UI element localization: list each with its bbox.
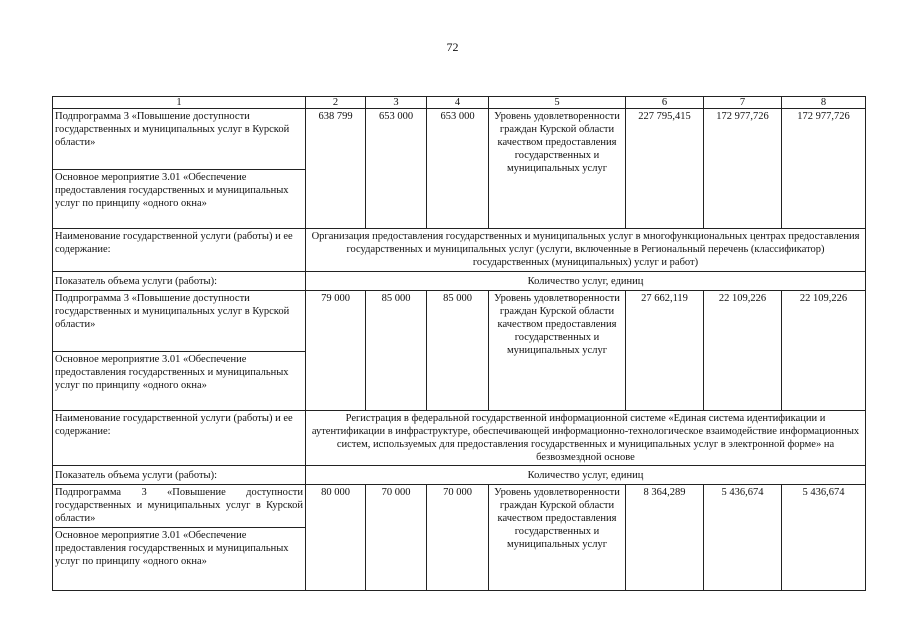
header-cell: 4 bbox=[427, 97, 489, 109]
value-col3: 85 000 bbox=[366, 291, 427, 411]
subprogram-cell: Подпрограмма 3 «Повышение доступности государственных и муниципальных услуг в Курской области» bbox=[53, 109, 306, 170]
table-header-row bbox=[53, 97, 866, 109]
indicator-cell: Уровень удовлетворенности граждан Курской области качеством предоставления государственных и муниципальных услуг bbox=[489, 109, 626, 229]
header-cell: 6 bbox=[626, 97, 704, 109]
value-col7: 5 436,674 bbox=[704, 485, 782, 591]
value-col3: 653 000 bbox=[366, 109, 427, 229]
value-col8: 5 436,674 bbox=[782, 485, 866, 591]
volume-label-cell: Показатель объема услуги (работы): bbox=[53, 466, 306, 485]
subprogram-cell: Подпрограмма 3 «Повышение доступности государственных и муниципальных услуг в Курской области» bbox=[53, 485, 306, 528]
value-col7: 22 109,226 bbox=[704, 291, 782, 411]
table-row bbox=[53, 109, 866, 170]
state-task-table bbox=[52, 96, 866, 591]
table-row bbox=[53, 485, 866, 528]
header-cell: 7 bbox=[704, 97, 782, 109]
volume-value-cell: Количество услуг, единиц bbox=[306, 466, 866, 485]
value-col2: 638 799 bbox=[306, 109, 366, 229]
value-col6: 8 364,289 bbox=[626, 485, 704, 591]
value-col8: 22 109,226 bbox=[782, 291, 866, 411]
value-col6: 227 795,415 bbox=[626, 109, 704, 229]
header-cell: 5 bbox=[489, 97, 626, 109]
subprogram-cell: Подпрограмма 3 «Повышение доступности государственных и муниципальных услуг в Курской области» bbox=[53, 291, 306, 352]
value-col2: 80 000 bbox=[306, 485, 366, 591]
activity-cell: Основное мероприятие 3.01 «Обеспечение предоставления государственных и муниципальных услуг по принципу «одного окна» bbox=[53, 170, 306, 229]
table-row bbox=[53, 272, 866, 291]
header-cell: 1 bbox=[53, 97, 306, 109]
volume-label-cell: Показатель объема услуги (работы): bbox=[53, 272, 306, 291]
indicator-cell: Уровень удовлетворенности граждан Курской области качеством предоставления государственных и муниципальных услуг bbox=[489, 485, 626, 591]
activity-cell: Основное мероприятие 3.01 «Обеспечение предоставления государственных и муниципальных услуг по принципу «одного окна» bbox=[53, 352, 306, 411]
header-cell: 3 bbox=[366, 97, 427, 109]
page-number: 72 bbox=[446, 40, 459, 54]
table-row bbox=[53, 466, 866, 485]
service-label-cell: Наименование государственной услуги (работы) и ее содержание: bbox=[53, 411, 306, 466]
header-cell: 2 bbox=[306, 97, 366, 109]
service-description-cell: Организация предоставления государственных и муниципальных услуг в многофункциональных центрах предоставления государственных и муниципальных услуг (услуги, включенные в Региональный перечень (классификатор) государственных (муниципальных) услуг и работ) bbox=[306, 229, 866, 272]
activity-cell: Основное мероприятие 3.01 «Обеспечение предоставления государственных и муниципальных услуг по принципу «одного окна» bbox=[53, 528, 306, 591]
value-col4: 653 000 bbox=[427, 109, 489, 229]
service-description-cell: Регистрация в федеральной государственной информационной системе «Единая система идентификации и аутентификации в инфраструктуре, обеспечивающей информационно-технологическое взаимодействие информационных систем, используемых для предоставления государственных и муниципальных услуг в электронной форме» на безвозмездной основе bbox=[306, 411, 866, 466]
value-col4: 70 000 bbox=[427, 485, 489, 591]
service-label-cell: Наименование государственной услуги (работы) и ее содержание: bbox=[53, 229, 306, 272]
value-col4: 85 000 bbox=[427, 291, 489, 411]
value-col8: 172 977,726 bbox=[782, 109, 866, 229]
table-row bbox=[53, 229, 866, 272]
indicator-cell: Уровень удовлетворенности граждан Курской области качеством предоставления государственных и муниципальных услуг bbox=[489, 291, 626, 411]
table-row bbox=[53, 411, 866, 466]
value-col6: 27 662,119 bbox=[626, 291, 704, 411]
header-cell: 8 bbox=[782, 97, 866, 109]
table-row bbox=[53, 291, 866, 352]
volume-value-cell: Количество услуг, единиц bbox=[306, 272, 866, 291]
value-col7: 172 977,726 bbox=[704, 109, 782, 229]
value-col3: 70 000 bbox=[366, 485, 427, 591]
value-col2: 79 000 bbox=[306, 291, 366, 411]
